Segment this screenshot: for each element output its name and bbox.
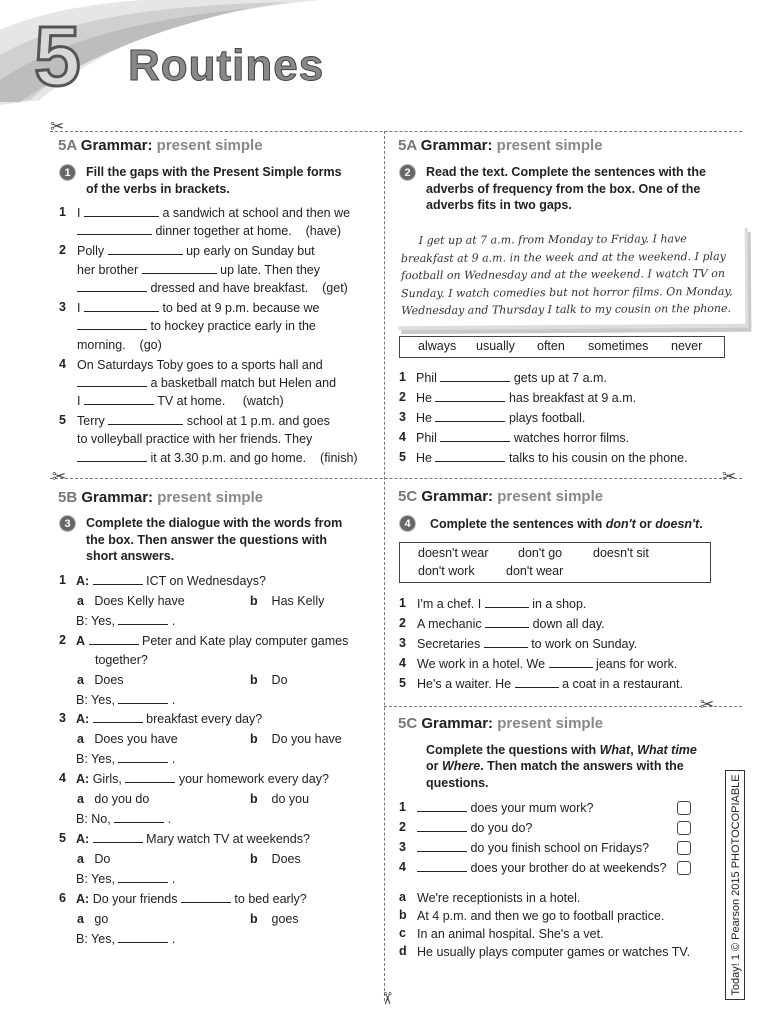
answer-blank[interactable] [118, 931, 168, 943]
list-item: He's a waiter. He a coat in a restaurant. [417, 677, 683, 691]
list-item: On Saturdays Toby goes to a sports hall and [77, 358, 323, 372]
word-option: doesn't sit [593, 546, 649, 560]
answer-blank[interactable] [435, 390, 505, 402]
section-title-5c-4: 5C Grammar: present simple [398, 488, 604, 505]
short-answer: B: Yes, . [76, 752, 176, 766]
scissors-icon: ✂ [50, 117, 65, 136]
answer-blank[interactable] [93, 831, 143, 843]
word-option: don't wear [506, 564, 564, 578]
exercise-1-instruction: Fill the gaps with the Present Simple forms of the verbs in brackets. [86, 165, 342, 196]
option-a[interactable]: a Does [77, 673, 124, 687]
option-b[interactable]: b Do [250, 673, 288, 687]
list-item: Polly up early on Sunday but [77, 244, 315, 258]
answer-blank[interactable] [435, 410, 505, 422]
exercise-5-instruction: Complete the questions with What, What time [426, 743, 697, 757]
list-item: do you finish school on Fridays? [417, 839, 649, 857]
answer-blank[interactable] [108, 243, 183, 255]
answer-blank[interactable] [77, 223, 152, 235]
answer-blank[interactable] [485, 616, 529, 628]
scissors-icon: ✂ [722, 467, 737, 486]
scissors-icon: ✂ [377, 991, 397, 1006]
answer-letter: b [399, 908, 407, 922]
word-option: usually [476, 339, 515, 353]
answer-blank[interactable] [118, 751, 168, 763]
item-number: 5 [59, 413, 66, 427]
answer-blank[interactable] [108, 413, 183, 425]
short-answer: B: No, . [76, 812, 172, 826]
dialogue-question-cont: together? [95, 653, 148, 667]
unit-number: 5 [34, 9, 81, 103]
list-item: I to bed at 9 p.m. because we [77, 301, 320, 315]
item-number: 2 [399, 616, 406, 630]
item-number: 3 [399, 410, 406, 424]
section-title-5a-2: 5A Grammar: present simple [398, 137, 603, 154]
list-item: dinner together at home. (have) [77, 222, 341, 240]
answer-blank[interactable] [77, 375, 147, 387]
list-item: I TV at home. (watch) [77, 394, 284, 408]
answer-blank[interactable] [549, 656, 593, 668]
answer-blank[interactable] [417, 820, 467, 832]
list-item: He plays football. [416, 411, 586, 425]
item-number: 1 [399, 596, 406, 610]
list-item: her brother up late. Then they [77, 263, 320, 277]
list-item: I'm a chef. I in a shop. [417, 597, 587, 611]
list-item: I a sandwich at school and then we [77, 206, 351, 220]
list-item: does your mum work? [417, 799, 593, 817]
item-number: 2 [59, 633, 66, 647]
dialogue-question: A: breakfast every day? [76, 712, 263, 726]
item-number: 5 [399, 450, 406, 464]
section-title-5b-3: 5B Grammar: present simple [58, 489, 264, 506]
cut-line-top [50, 131, 742, 132]
short-answer: B: Yes, . [76, 614, 176, 628]
list-item: He talks to his cousin on the phone. [416, 451, 688, 465]
dialogue-question: A: Girls, your homework every day? [76, 772, 329, 786]
section-title-5a-1: 5A Grammar: present simple [58, 137, 263, 154]
answer-letter: d [399, 944, 407, 958]
answer-option: We're receptionists in a hotel. [417, 891, 581, 905]
item-number: 1 [399, 800, 406, 814]
word-option: never [671, 339, 703, 353]
dialogue-question: A: ICT on Wednesdays? [76, 574, 266, 588]
dialogue-question: A: Mary watch TV at weekends? [76, 832, 310, 846]
answer-blank[interactable] [93, 573, 143, 585]
exercise-number-badge: 2 [399, 164, 416, 181]
item-number: 3 [399, 636, 406, 650]
answer-blank[interactable] [435, 450, 505, 462]
answer-blank[interactable] [118, 613, 168, 625]
answer-blank[interactable] [440, 370, 510, 382]
answer-blank[interactable] [77, 450, 147, 462]
word-option: don't work [418, 564, 475, 578]
item-number: 5 [399, 676, 406, 690]
short-answer: B: Yes, . [76, 932, 176, 946]
list-item: We work in a hotel. We jeans for work. [417, 657, 678, 671]
word-option: doesn't wear [418, 546, 489, 560]
cut-line-right-lower [384, 706, 742, 707]
answer-blank[interactable] [125, 771, 175, 783]
item-number: 1 [399, 370, 406, 384]
option-b[interactable]: b Has Kelly [250, 594, 325, 608]
dialogue-question: A: Do your friends to bed early? [76, 892, 307, 906]
exercise-number-badge: 1 [59, 164, 76, 181]
option-a[interactable]: a Does you have [77, 732, 178, 746]
section-title-5c-5: 5C Grammar: present simple [398, 715, 604, 732]
item-number: 4 [399, 860, 406, 874]
exercise-2-instruction: Read the text. Complete the sentences with the adverbs of frequency from the box. One of the adverbs fits in two gaps. [426, 165, 706, 212]
option-a[interactable]: a Does Kelly have [77, 594, 185, 608]
item-number: 3 [59, 300, 66, 314]
item-number: 3 [399, 840, 406, 854]
word-option: always [418, 339, 457, 353]
item-number: 3 [59, 711, 66, 725]
item-number: 6 [59, 891, 66, 905]
option-a[interactable]: a do you do [77, 792, 150, 806]
answer-blank[interactable] [77, 318, 147, 330]
option-b[interactable]: b goes [250, 912, 299, 926]
list-item: Secretaries to work on Sunday. [417, 637, 638, 651]
exercise-4-instruction: Complete the sentences with don't or doesn't. [430, 517, 703, 531]
answer-blank[interactable] [515, 676, 559, 688]
list-item: does your brother do at weekends? [417, 859, 666, 877]
copyright-note: Today! 1 © Pearson 2015 PHOTOCOPIABLE [730, 774, 742, 996]
answer-blank[interactable] [118, 692, 168, 704]
list-item: Terry school at 1 p.m. and goes [77, 414, 330, 428]
list-item: Phil gets up at 7 a.m. [416, 371, 607, 385]
item-number: 1 [59, 205, 66, 219]
match-checkbox[interactable] [677, 801, 691, 815]
list-item: do you do? [417, 819, 532, 837]
answer-blank[interactable] [84, 393, 154, 405]
answer-blank[interactable] [417, 800, 467, 812]
answer-blank[interactable] [118, 871, 168, 883]
option-b[interactable]: b do you [250, 792, 310, 806]
exercise-number-badge: 3 [59, 515, 76, 532]
scissors-icon: ✂ [700, 695, 715, 714]
answer-option: He usually plays computer games or watches TV. [417, 945, 691, 959]
unit-title: Routines [128, 41, 325, 90]
handwritten-note: I get up at 7 a.m. from Monday to Friday. I have breakfast at 9 a.m. in the week and at the weekend. I play football on Wednesday and at the weekend. I watch TV on Sunday. I watch comedies but not horror films. On Monday, Wednesday and Thursday I talk to my cousin on the phone. [395, 224, 746, 326]
word-option: often [537, 339, 565, 353]
answer-blank[interactable] [89, 633, 139, 645]
answer-blank[interactable] [417, 860, 467, 872]
item-number: 4 [399, 430, 406, 444]
item-number: 1 [59, 573, 66, 587]
list-item: to volleyball practice with her friends. They [77, 432, 313, 446]
item-number: 5 [59, 831, 66, 845]
scissors-icon: ✂ [52, 467, 67, 486]
list-item: it at 3.30 p.m. and go home. (finish) [77, 449, 358, 467]
item-number: 2 [59, 243, 66, 257]
short-answer: B: Yes, . [76, 693, 176, 707]
answer-blank[interactable] [181, 891, 231, 903]
list-item: He has breakfast at 9 a.m. [416, 391, 637, 405]
item-number: 2 [399, 390, 406, 404]
answer-blank[interactable] [142, 262, 217, 274]
answer-blank[interactable] [114, 811, 164, 823]
short-answer: B: Yes, . [76, 872, 176, 886]
option-b[interactable]: b Do you have [250, 732, 342, 746]
item-number: 4 [399, 656, 406, 670]
answer-blank[interactable] [77, 280, 147, 292]
item-number: 4 [59, 771, 66, 785]
exercise-5-instruction-cont: or Where. Then match the answers with the questions. [426, 759, 684, 790]
dialogue-question: A Peter and Kate play computer games [76, 634, 349, 648]
list-item: morning. (go) [77, 338, 162, 352]
match-checkbox[interactable] [677, 821, 691, 835]
option-a[interactable]: a go [77, 912, 109, 926]
option-a[interactable]: a Do [77, 852, 111, 866]
list-item: Phil watches horror films. [416, 431, 630, 445]
word-option: sometimes [588, 339, 649, 353]
unit-header [0, 0, 768, 115]
answer-letter: c [399, 926, 406, 940]
match-checkbox[interactable] [677, 861, 691, 875]
answer-blank[interactable] [484, 636, 528, 648]
answer-blank[interactable] [84, 300, 159, 312]
item-number: 4 [59, 357, 66, 371]
cut-line-vertical [384, 131, 385, 1001]
answer-option: In an animal hospital. She's a vet. [417, 927, 604, 941]
answer-option: At 4 p.m. and then we go to football practice. [417, 909, 665, 923]
answer-blank[interactable] [417, 840, 467, 852]
word-option: don't go [518, 546, 563, 560]
match-checkbox[interactable] [677, 841, 691, 855]
answer-blank[interactable] [485, 596, 529, 608]
list-item: dressed and have breakfast. (get) [77, 279, 348, 297]
list-item: A mechanic down all day. [417, 617, 605, 631]
option-b[interactable]: b Does [250, 852, 301, 866]
cut-line-middle [50, 478, 742, 479]
answer-blank[interactable] [84, 205, 159, 217]
answer-blank[interactable] [93, 711, 143, 723]
item-number: 2 [399, 820, 406, 834]
list-item: a basketball match but Helen and [77, 374, 336, 392]
list-item: to hockey practice early in the [77, 317, 316, 335]
exercise-number-badge: 4 [399, 515, 416, 532]
exercise-3-instruction: Complete the dialogue with the words from the box. Then answer the questions with short answers. [86, 516, 343, 563]
answer-blank[interactable] [440, 430, 510, 442]
answer-letter: a [399, 890, 406, 904]
